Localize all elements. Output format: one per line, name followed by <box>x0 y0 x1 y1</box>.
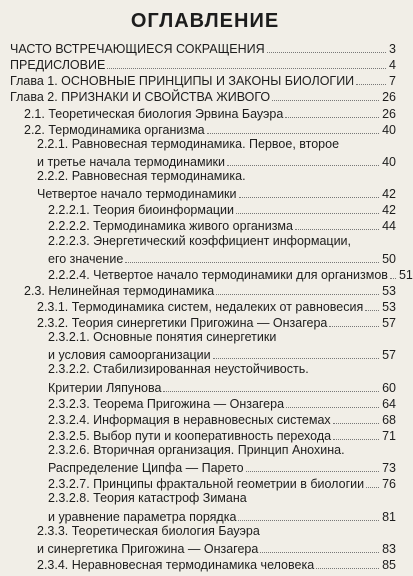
dot-leader <box>216 294 379 295</box>
toc-entry-page: 50 <box>382 251 396 266</box>
toc-entry-text: 2.2.2. Равновесная термодинамика. <box>37 169 246 183</box>
toc-entry <box>48 330 396 346</box>
toc-entry-page: 57 <box>382 316 396 331</box>
toc-entry-text: 2.3.3. Теоретическая биология Бауэра <box>37 523 260 538</box>
toc-entry-text: 2.3.2.8. Теория катастроф Зимана <box>48 491 247 506</box>
toc-entry <box>37 524 396 540</box>
toc-entry <box>37 556 396 572</box>
toc-entry <box>48 266 413 282</box>
toc-entry-text: 2.3.4. Неравновесная термодинамика человека <box>37 557 315 572</box>
toc-entry <box>24 121 396 137</box>
toc-entry <box>10 56 396 72</box>
toc-entry-page: 64 <box>382 396 396 411</box>
toc-entry-text: Критерии Ляпунова <box>48 380 162 395</box>
toc-entry-page: 53 <box>382 299 396 314</box>
toc-entry-page: 68 <box>382 412 396 427</box>
dot-leader <box>295 229 379 230</box>
dot-leader <box>285 117 379 118</box>
toc-entry-text: и условия самоорганизации <box>48 348 211 363</box>
toc-entry-text: и уравнение параметра порядка <box>48 509 237 524</box>
toc-entry-text: 2.3.2.7. Принципы фрактальной геометрии в биологии <box>48 477 365 492</box>
toc-entry <box>10 88 396 104</box>
toc-entry-page: 57 <box>382 348 396 363</box>
toc-entry <box>48 443 396 459</box>
dot-leader <box>246 471 380 472</box>
dot-leader <box>272 100 379 101</box>
toc-entry-text: ЧАСТО ВСТРЕЧАЮЩИЕСЯ СОКРАЩЕНИЯ <box>10 42 265 57</box>
toc-entry-page: 7 <box>389 74 396 89</box>
toc-entry-page: 73 <box>382 461 396 476</box>
toc-entry <box>37 298 396 314</box>
dot-leader <box>236 213 379 214</box>
dot-leader <box>356 84 386 85</box>
toc-entry <box>24 105 396 121</box>
toc-entry-text: 2.3.2.2. Стабилизированная неустойчивость. <box>48 362 309 377</box>
toc-entry <box>48 234 396 250</box>
dot-leader <box>260 552 379 553</box>
toc-entry <box>48 475 396 491</box>
dot-leader <box>365 310 379 311</box>
toc-entry-page: 81 <box>382 509 396 524</box>
toc-entry <box>48 395 396 411</box>
toc-entry-page: 83 <box>382 541 396 556</box>
toc-entry-page: 71 <box>382 428 396 443</box>
toc-entry-text: и третье начала термодинамики <box>37 154 226 169</box>
toc-entry <box>37 153 396 169</box>
toc-entry-text: 2.2.2.2. Термодинамика живого организма <box>48 219 293 234</box>
toc-entry-page: 40 <box>382 154 396 169</box>
toc-entry-text: 2.3.2.5. Выбор пути и кооперативность перехода <box>48 428 332 443</box>
page-title: ОГЛАВЛЕНИЕ <box>130 10 280 32</box>
toc-entry <box>48 427 396 443</box>
dot-leader <box>333 423 379 424</box>
dot-leader <box>366 487 379 488</box>
toc-entry-text: 2.3.1. Термодинамика систем, недалеких от равновесия <box>37 299 364 314</box>
toc-entry <box>48 217 396 233</box>
toc-entry-page: 53 <box>382 283 396 298</box>
toc-entry-text: ПРЕДИСЛОВИЕ <box>10 58 106 73</box>
toc-entry-text: 2.2. Термодинамика организма <box>24 122 205 137</box>
toc-entry-page: 51 <box>398 267 413 282</box>
toc-entry-text: 2.3.2.1. Основные понятия синергетики <box>48 330 277 345</box>
toc-entry-text: 2.2.2.1. Теория биоинформации <box>48 203 235 218</box>
toc-entry-page: 60 <box>382 380 396 395</box>
toc-entry-text: 2.2.2.4. Четвертое начало термодинамики для организмов <box>48 267 388 282</box>
toc-entry-page: 42 <box>382 203 396 218</box>
toc-entry <box>48 411 396 427</box>
toc-entry <box>48 491 396 507</box>
toc-entry-text: Распределение Ципфа — Парето <box>48 461 244 476</box>
toc-entry-text: 2.1. Теоретическая биология Эрвина Бауэра <box>24 106 284 121</box>
toc-entry <box>37 314 396 330</box>
toc-entry-text: и синергетика Пригожина — Онзагера <box>37 541 259 556</box>
dot-leader <box>329 326 379 327</box>
dot-leader <box>333 439 379 440</box>
toc-entry-text: Глава 1. ОСНОВНЫЕ ПРИНЦИПЫ И ЗАКОНЫ БИОЛОГИИ <box>10 74 355 89</box>
toc-entry <box>48 508 396 524</box>
toc-entry-page: 40 <box>382 122 396 137</box>
toc-entry-page: 26 <box>382 90 396 105</box>
dot-leader <box>239 197 380 198</box>
dot-leader <box>316 568 379 569</box>
toc-entry-page: 3 <box>389 42 396 57</box>
toc-entry <box>24 282 396 298</box>
toc-entry-text: 2.3.2. Теория синергетики Пригожина — Онзагера <box>37 316 328 331</box>
toc-entry <box>10 40 396 56</box>
toc-entry-text: Четвертое начало термодинамики <box>37 187 237 202</box>
toc-entry <box>37 169 396 185</box>
dot-leader <box>267 52 386 53</box>
toc-entry <box>37 540 396 556</box>
toc-entry-text: 2.2.2.3. Энергетический коэффициент информации, <box>48 233 352 248</box>
toc-entry <box>48 346 396 362</box>
toc-entry <box>48 379 396 395</box>
dot-leader <box>238 520 379 521</box>
dot-leader <box>286 407 379 408</box>
toc-entry-text: 2.3.2.3. Теорема Пригожина — Онзагера <box>48 396 285 411</box>
toc-entry <box>48 201 396 217</box>
toc-entry-text: 2.3.2.4. Информация в неравновесных системах <box>48 412 331 427</box>
toc-entry <box>48 362 396 378</box>
toc-entry <box>48 250 396 266</box>
toc-entry <box>10 72 396 88</box>
toc-entry-page: 76 <box>382 477 396 492</box>
toc-entry-text: его значение <box>48 251 124 266</box>
dot-leader <box>125 262 379 263</box>
toc-entry-page: 44 <box>382 219 396 234</box>
dot-leader <box>163 391 379 392</box>
toc-entry-page: 26 <box>382 106 396 121</box>
toc-entry <box>37 137 396 153</box>
dot-leader <box>227 165 379 166</box>
toc-entry-text: 2.3. Нелинейная термодинамика <box>24 283 215 298</box>
dot-leader <box>107 68 386 69</box>
toc-entry <box>37 185 396 201</box>
toc-entry-page: 4 <box>389 58 396 73</box>
toc-entry-text: 2.3.2.6. Вторичная организация. Принцип Анохина. <box>48 443 345 457</box>
toc-entry-text: 2.2.1. Равновесная термодинамика. Первое, второе <box>37 136 340 151</box>
toc-entry-text: Глава 2. ПРИЗНАКИ И СВОЙСТВА ЖИВОГО <box>10 90 271 105</box>
toc-entry-page: 42 <box>382 187 396 202</box>
toc-entry <box>48 459 396 475</box>
dot-leader <box>207 133 379 134</box>
dot-leader <box>213 358 379 359</box>
toc-entry-page: 85 <box>382 557 396 572</box>
